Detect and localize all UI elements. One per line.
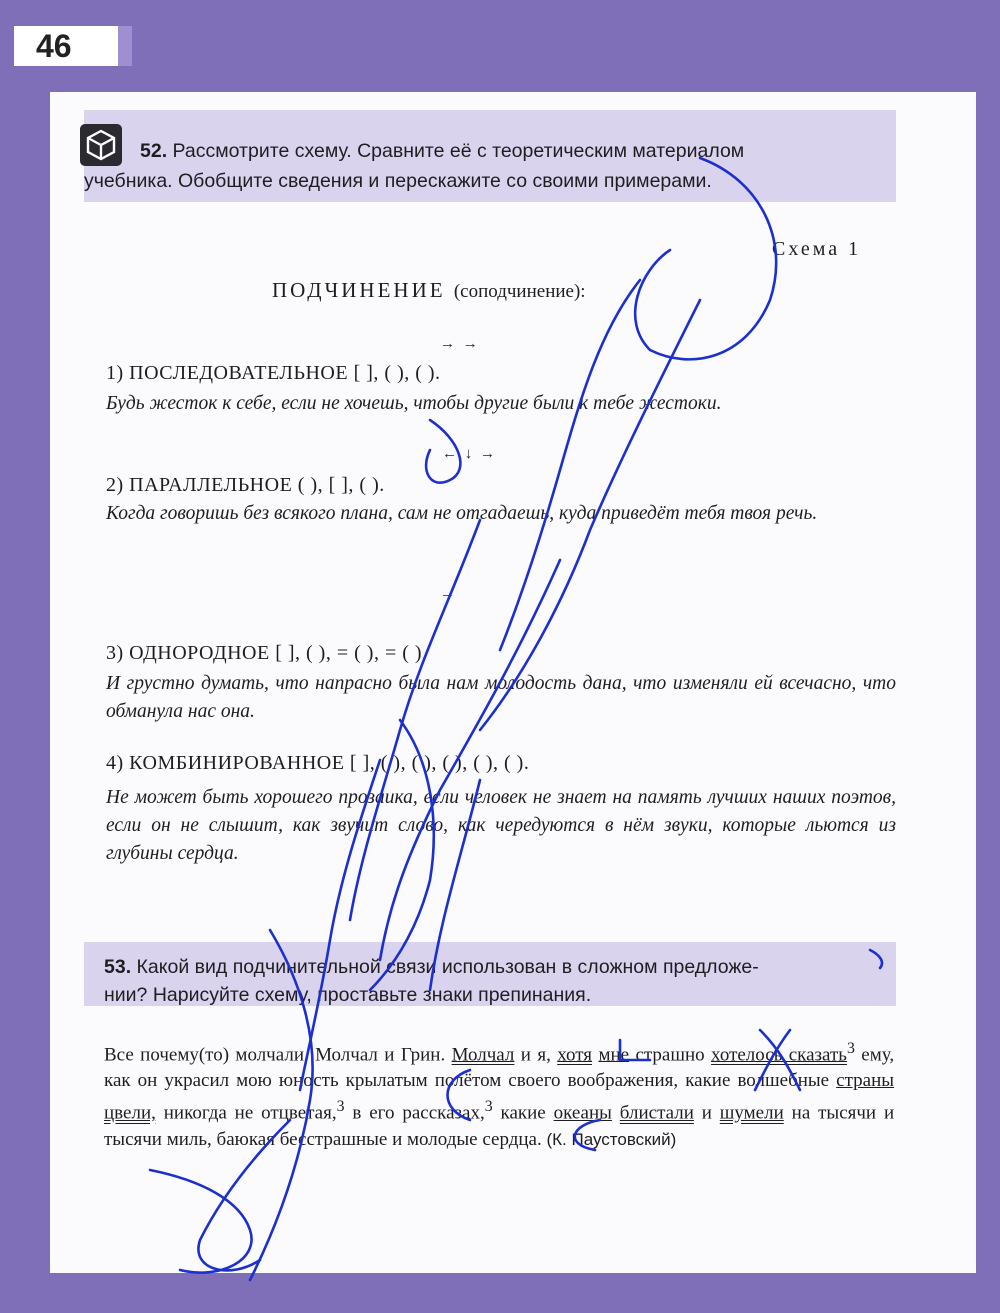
passage-subject: мне bbox=[598, 1044, 630, 1066]
passage-part: Все почему(то) молчали. Молчал и Грин. bbox=[104, 1044, 446, 1066]
task-52-text-2: учебника. Обобщите сведения и перескажите со своими примерами. bbox=[84, 170, 712, 192]
passage-author: (К. Паустовский) bbox=[546, 1129, 677, 1149]
page-number: 46 bbox=[14, 26, 132, 66]
task-53-number: 53. bbox=[104, 956, 132, 978]
passage-predicate: шумели bbox=[719, 1102, 784, 1124]
task-52-number: 52. bbox=[140, 140, 168, 162]
item-4-example: Не может быть хорошего прозаика, если человек не знает на память лучших наших поэтов, если он не слышит, как звучит слово, как чередуются в нём звуки, которые льются из глубины сердца. bbox=[106, 787, 896, 864]
passage-part: и я, bbox=[520, 1044, 551, 1066]
schema-label: Схема 1 bbox=[772, 238, 862, 260]
passage-predicate: блистали bbox=[619, 1102, 694, 1124]
passage-subject: океаны bbox=[553, 1102, 612, 1124]
schema-heading-title: ПОДЧИНЕНИЕ bbox=[272, 278, 446, 302]
task-53-line-1 bbox=[104, 952, 759, 982]
cube-icon bbox=[80, 124, 122, 166]
passage-part: на тысячи и тысячи миль, баюкая бесстрашные и молодые сердца. bbox=[104, 1102, 895, 1150]
item-1-example: Будь жесток к себе, если не хочешь, чтобы другие были к тебе жестоки. bbox=[106, 393, 722, 414]
task-53-text-1: Какой вид подчинительной связи использован в сложном предложе- bbox=[136, 956, 759, 978]
frame-bottom bbox=[0, 1273, 1000, 1313]
passage-predicate: Молчал bbox=[451, 1044, 515, 1066]
item-3-arrows: → bbox=[440, 586, 457, 602]
schema-heading-note: (соподчинение): bbox=[453, 281, 586, 302]
passage-superscript: 3 bbox=[336, 1098, 345, 1116]
schema-heading bbox=[272, 278, 586, 303]
passage-predicate: хотелось сказать bbox=[711, 1044, 847, 1066]
item-3-title: 3) ОДНОРОДНОЕ [ ], ( ), = ( ), = ( ). bbox=[106, 642, 428, 664]
item-4-title: 4) КОМБИНИРОВАННОЕ [ ], ( ), ( ), ( ), ( ), ( ). bbox=[106, 752, 530, 774]
item-1-title: 1) ПОСЛЕДОВАТЕЛЬНОЕ [ ], ( ), ( ). bbox=[106, 362, 441, 384]
task-53-passage bbox=[104, 1036, 894, 1153]
item-1-arrows: → → bbox=[440, 336, 480, 352]
passage-part: какие bbox=[500, 1102, 546, 1124]
passage-conjunction: хотя bbox=[557, 1044, 593, 1066]
item-2-example: Когда говоришь без всякого плана, сам не отгадаешь, куда приведёт тебя твоя речь. bbox=[106, 503, 818, 524]
passage-part: никогда не отцветая, bbox=[163, 1102, 337, 1124]
passage-part: ему, как он украсил мою юность крылатым полётом своего воображения, какие волшебные bbox=[104, 1044, 895, 1092]
task-53-text-2: нии? Нарисуйте схему, проставьте знаки препинания. bbox=[104, 984, 592, 1006]
frame-left bbox=[0, 0, 50, 1313]
passage-part: страшно bbox=[635, 1044, 705, 1066]
passage-subject: страны bbox=[836, 1070, 895, 1092]
passage-superscript: 3 bbox=[846, 1040, 855, 1057]
item-2-title: 2) ПАРАЛЛЕЛЬНОЕ ( ), [ ], ( ). bbox=[106, 474, 385, 496]
passage-predicate: цвели, bbox=[104, 1102, 156, 1124]
item-3-example: И грустно думать, что напрасно была нам молодость дана, что изменяли ей всечасно, что обманула нас она. bbox=[106, 673, 896, 722]
passage-superscript: 3 bbox=[484, 1098, 493, 1116]
task-52-line-1 bbox=[140, 136, 744, 166]
frame-right bbox=[976, 0, 1000, 1313]
passage-part: в его рассказах, bbox=[352, 1102, 485, 1124]
item-2-arrows: ← ↓ → bbox=[442, 446, 497, 462]
passage-part: и bbox=[701, 1102, 712, 1124]
task-52-text-1: Рассмотрите схему. Сравните её с теоретическим материалом bbox=[172, 140, 745, 162]
frame-top bbox=[0, 0, 1000, 92]
